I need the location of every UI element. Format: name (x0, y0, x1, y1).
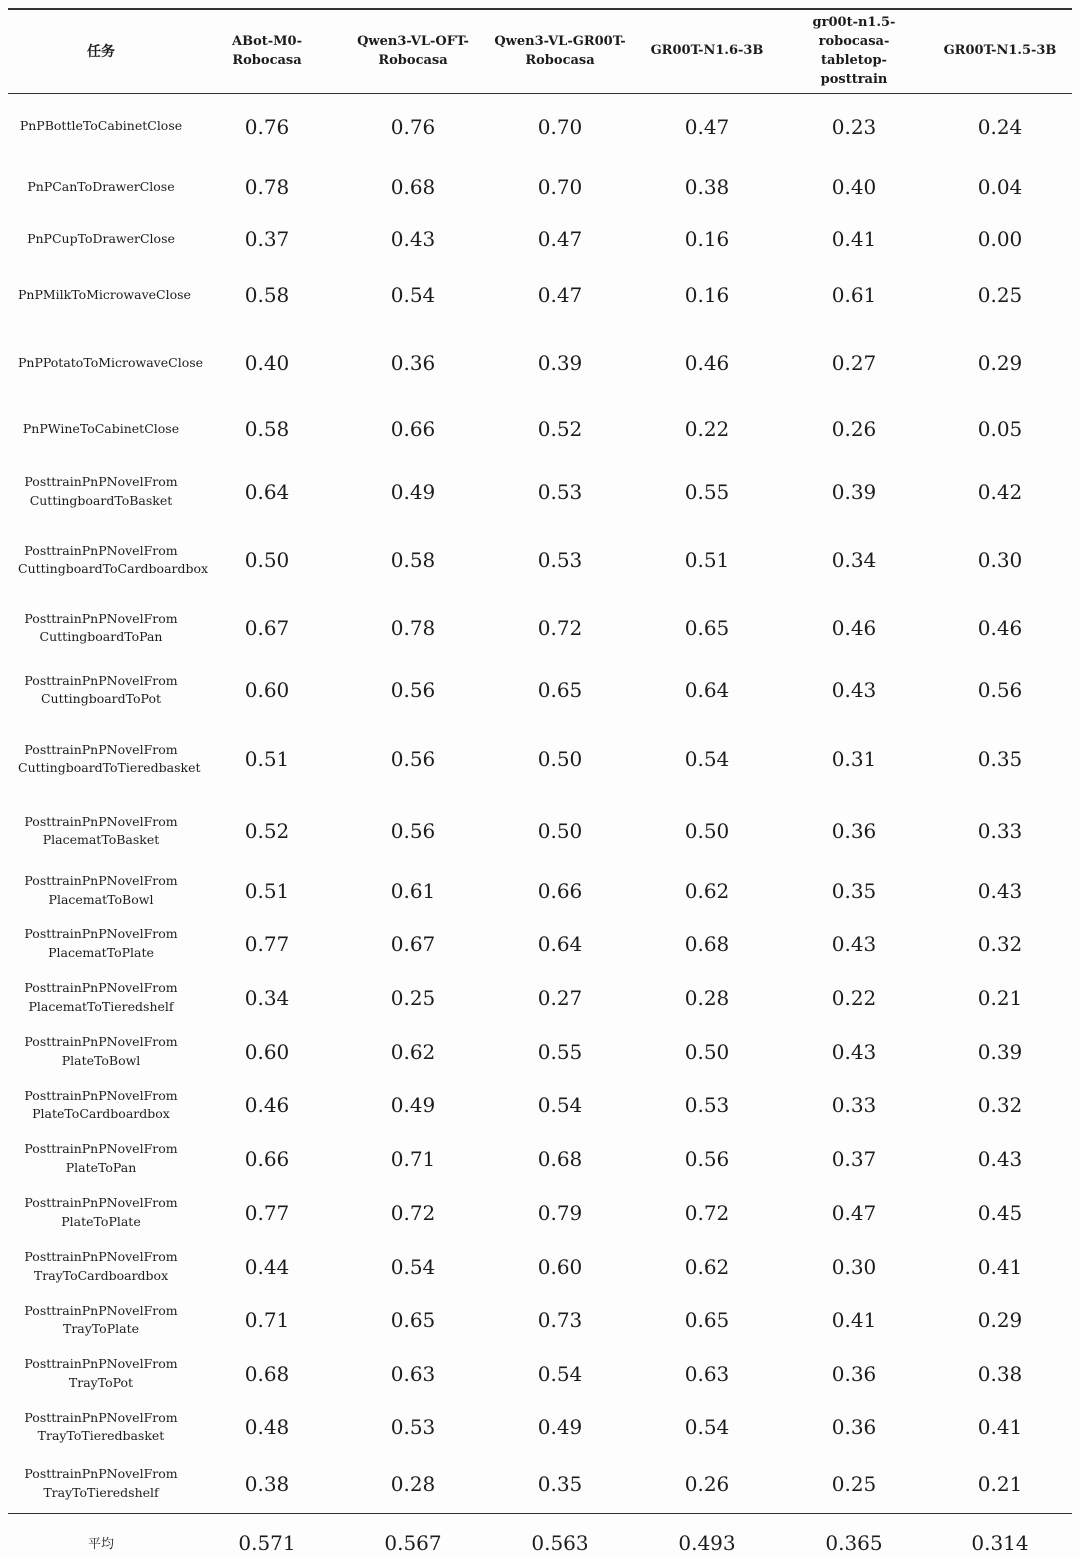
task-row (8, 971, 1072, 1025)
score-value: 0.61 (831, 283, 877, 308)
task-name: PosttrainPnPNovelFrom PlateToPlate (24, 1195, 178, 1229)
score-value: 0.25 (390, 985, 436, 1010)
score-value: 0.56 (977, 678, 1023, 703)
score-value: 0.37 (831, 1146, 877, 1171)
task-name: PnPCanToDrawerClose (27, 178, 175, 194)
task-row (8, 264, 1072, 327)
task-name: PosttrainPnPNovelFrom PlacematToPlate (24, 926, 178, 960)
score-value: 0.55 (537, 1039, 583, 1064)
model-column-header: GR00T-N1.5-3B (943, 43, 1057, 59)
score-value: 0.76 (390, 114, 436, 139)
average-score-value: 0.493 (678, 1530, 736, 1555)
score-value: 0.58 (390, 548, 436, 573)
score-value: 0.72 (537, 616, 583, 641)
model-column-header: GR00T-N1.6-3B (650, 43, 764, 59)
score-value: 0.54 (684, 747, 730, 772)
score-value: 0.65 (684, 616, 730, 641)
score-value: 0.67 (390, 931, 436, 956)
score-value: 0.66 (244, 1146, 290, 1171)
benchmark-results-table (8, 8, 1072, 1558)
score-value: 0.47 (537, 227, 583, 252)
score-value: 0.22 (684, 417, 730, 442)
score-value: 0.38 (244, 1471, 290, 1496)
score-value: 0.43 (831, 1039, 877, 1064)
score-value: 0.04 (977, 174, 1023, 199)
average-score-value: 0.567 (384, 1530, 442, 1555)
score-value: 0.27 (537, 985, 583, 1010)
score-value: 0.21 (977, 1471, 1023, 1496)
score-value: 0.43 (977, 1146, 1023, 1171)
score-value: 0.35 (831, 878, 877, 903)
score-value: 0.22 (831, 985, 877, 1010)
score-value: 0.43 (831, 678, 877, 703)
score-value: 0.66 (537, 878, 583, 903)
task-row (8, 94, 1072, 159)
score-value: 0.46 (684, 350, 730, 375)
score-value: 0.54 (390, 1254, 436, 1279)
task-row (8, 327, 1072, 399)
score-value: 0.65 (537, 678, 583, 703)
score-value: 0.67 (244, 616, 290, 641)
score-value: 0.53 (537, 548, 583, 573)
table-header (8, 9, 1072, 94)
score-value: 0.63 (684, 1361, 730, 1386)
score-value: 0.53 (390, 1415, 436, 1440)
task-row (8, 1294, 1072, 1347)
score-value: 0.47 (684, 114, 730, 139)
score-value: 0.56 (390, 678, 436, 703)
task-row (8, 1454, 1072, 1514)
model-column-header: Qwen3-VL-OFT-Robocasa (357, 33, 469, 68)
task-row (8, 1401, 1072, 1454)
model-column-header: ABot-M0-Robocasa (232, 33, 302, 68)
score-value: 0.50 (537, 747, 583, 772)
score-value: 0.36 (831, 1361, 877, 1386)
score-value: 0.65 (390, 1308, 436, 1333)
task-row (8, 1132, 1072, 1186)
score-value: 0.26 (684, 1471, 730, 1496)
task-name: PosttrainPnPNovelFrom CuttingboardToCardboardbox (18, 542, 209, 577)
score-value: 0.21 (977, 985, 1023, 1010)
task-row (8, 721, 1072, 798)
score-value: 0.41 (977, 1415, 1023, 1440)
score-value: 0.47 (537, 283, 583, 308)
score-value: 0.54 (537, 1361, 583, 1386)
score-value: 0.76 (244, 114, 290, 139)
score-value: 0.28 (390, 1471, 436, 1496)
task-row (8, 597, 1072, 660)
score-value: 0.41 (977, 1254, 1023, 1279)
task-name: PnPMilkToMicrowaveClose (18, 287, 191, 302)
score-value: 0.51 (244, 747, 290, 772)
task-name: PosttrainPnPNovelFrom TrayToPot (24, 1356, 178, 1390)
task-column-header: 任务 (87, 43, 115, 60)
score-value: 0.56 (684, 1146, 730, 1171)
score-value: 0.37 (244, 227, 290, 252)
task-name: PosttrainPnPNovelFrom PlacematToBasket (24, 813, 178, 848)
average-row (8, 1514, 1072, 1558)
score-value: 0.36 (831, 1415, 877, 1440)
score-value: 0.70 (537, 114, 583, 139)
score-value: 0.56 (390, 747, 436, 772)
task-row (8, 215, 1072, 264)
task-row (8, 460, 1072, 524)
score-value: 0.00 (977, 227, 1023, 252)
score-value: 0.16 (684, 283, 730, 308)
score-value: 0.65 (684, 1308, 730, 1333)
task-name: PosttrainPnPNovelFrom PlacematToTieredshelf (24, 980, 178, 1014)
score-value: 0.24 (977, 114, 1023, 139)
score-value: 0.72 (684, 1200, 730, 1225)
score-value: 0.72 (390, 1200, 436, 1225)
task-name: PosttrainPnPNovelFrom PlateToBowl (24, 1034, 178, 1068)
score-value: 0.30 (977, 548, 1023, 573)
task-row (8, 159, 1072, 215)
score-value: 0.46 (977, 616, 1023, 641)
score-value: 0.38 (977, 1361, 1023, 1386)
task-row (8, 399, 1072, 460)
task-name: PosttrainPnPNovelFrom PlateToCardboardbox (24, 1087, 178, 1122)
score-value: 0.71 (390, 1146, 436, 1171)
score-value: 0.42 (977, 479, 1023, 504)
score-value: 0.50 (537, 819, 583, 844)
score-value: 0.26 (831, 417, 877, 442)
score-value: 0.41 (831, 1308, 877, 1333)
score-value: 0.68 (684, 931, 730, 956)
task-row (8, 1079, 1072, 1132)
task-name: PnPBottleToCabinetClose (19, 118, 183, 134)
task-row (8, 1186, 1072, 1240)
score-value: 0.40 (244, 350, 290, 375)
score-value: 0.39 (537, 350, 583, 375)
score-value: 0.52 (244, 819, 290, 844)
score-value: 0.47 (831, 1200, 877, 1225)
score-value: 0.43 (831, 931, 877, 956)
score-value: 0.43 (977, 878, 1023, 903)
score-value: 0.60 (244, 678, 290, 703)
score-value: 0.58 (244, 283, 290, 308)
score-value: 0.33 (831, 1093, 877, 1118)
task-row (8, 1025, 1072, 1079)
task-name: PnPPotatoToMicrowaveClose (18, 354, 204, 370)
score-value: 0.62 (390, 1039, 436, 1064)
score-value: 0.45 (977, 1200, 1023, 1225)
score-value: 0.54 (684, 1415, 730, 1440)
score-value: 0.68 (537, 1146, 583, 1171)
score-value: 0.63 (390, 1361, 436, 1386)
task-name: PosttrainPnPNovelFrom CuttingboardToTieredbasket (18, 741, 201, 776)
score-value: 0.52 (537, 417, 583, 442)
task-row (8, 798, 1072, 865)
score-value: 0.73 (537, 1308, 583, 1333)
score-value: 0.78 (244, 174, 290, 199)
score-value: 0.51 (244, 878, 290, 903)
task-row (8, 917, 1072, 971)
task-row (8, 1240, 1072, 1294)
average-score-value: 0.571 (238, 1530, 296, 1555)
score-value: 0.61 (390, 878, 436, 903)
score-value: 0.36 (390, 350, 436, 375)
score-value: 0.71 (244, 1308, 290, 1333)
task-name: PnPCupToDrawerClose (27, 231, 175, 246)
task-name: PosttrainPnPNovelFrom CuttingboardToPan (24, 610, 178, 645)
score-value: 0.33 (977, 819, 1023, 844)
score-value: 0.77 (244, 931, 290, 956)
score-value: 0.54 (537, 1093, 583, 1118)
score-value: 0.16 (684, 227, 730, 252)
task-name: PosttrainPnPNovelFrom CuttingboardToPot (24, 672, 178, 707)
score-value: 0.68 (244, 1361, 290, 1386)
task-row (8, 865, 1072, 917)
score-value: 0.48 (244, 1415, 290, 1440)
score-value: 0.50 (244, 548, 290, 573)
score-value: 0.27 (831, 350, 877, 375)
score-value: 0.35 (537, 1471, 583, 1496)
task-name: PosttrainPnPNovelFrom TrayToTieredbasket (24, 1409, 178, 1444)
model-column-header: Qwen3-VL-GR00T-Robocasa (494, 33, 626, 68)
score-value: 0.53 (684, 1093, 730, 1118)
score-value: 0.46 (244, 1093, 290, 1118)
score-value: 0.46 (831, 616, 877, 641)
score-value: 0.55 (684, 479, 730, 504)
score-value: 0.40 (831, 174, 877, 199)
score-value: 0.49 (537, 1415, 583, 1440)
score-value: 0.58 (244, 417, 290, 442)
table-footer (8, 1514, 1072, 1558)
average-score-value: 0.314 (971, 1530, 1029, 1555)
task-name: PnPWineToCabinetClose (22, 421, 180, 436)
score-value: 0.53 (537, 479, 583, 504)
score-value: 0.30 (831, 1254, 877, 1279)
task-row (8, 660, 1072, 721)
score-value: 0.25 (831, 1471, 877, 1496)
score-value: 0.41 (831, 227, 877, 252)
score-value: 0.43 (390, 227, 436, 252)
score-value: 0.50 (684, 819, 730, 844)
header-row (8, 9, 1072, 94)
score-value: 0.64 (244, 479, 290, 504)
average-score-value: 0.563 (531, 1530, 589, 1555)
task-row (8, 524, 1072, 597)
model-column-header: gr00t-n1.5-robocasa-tabletop-posttrain (812, 15, 896, 87)
score-value: 0.54 (390, 283, 436, 308)
score-value: 0.32 (977, 931, 1023, 956)
score-value: 0.79 (537, 1200, 583, 1225)
average-score-value: 0.365 (825, 1530, 883, 1555)
score-value: 0.05 (977, 417, 1023, 442)
score-value: 0.50 (684, 1039, 730, 1064)
task-name: PosttrainPnPNovelFrom TrayToTieredshelf (24, 1465, 178, 1500)
score-value: 0.78 (390, 616, 436, 641)
score-value: 0.60 (244, 1039, 290, 1064)
score-value: 0.56 (390, 819, 436, 844)
score-value: 0.60 (537, 1254, 583, 1279)
score-value: 0.64 (684, 678, 730, 703)
score-value: 0.62 (684, 878, 730, 903)
score-value: 0.49 (390, 1093, 436, 1118)
task-name: PosttrainPnPNovelFrom TrayToCardboardbox (24, 1249, 178, 1283)
average-row-label: 平均 (87, 1537, 114, 1553)
score-value: 0.36 (831, 819, 877, 844)
table-body (8, 94, 1072, 1514)
task-name: PosttrainPnPNovelFrom PlateToPan (24, 1141, 178, 1175)
score-value: 0.28 (684, 985, 730, 1010)
score-value: 0.64 (537, 931, 583, 956)
score-value: 0.25 (977, 283, 1023, 308)
task-row (8, 1347, 1072, 1401)
score-value: 0.29 (977, 1308, 1023, 1333)
score-value: 0.39 (831, 479, 877, 504)
score-value: 0.49 (390, 479, 436, 504)
score-value: 0.23 (831, 114, 877, 139)
score-value: 0.70 (537, 174, 583, 199)
score-value: 0.39 (977, 1039, 1023, 1064)
score-value: 0.34 (244, 985, 290, 1010)
score-value: 0.31 (831, 747, 877, 772)
score-value: 0.44 (244, 1254, 290, 1279)
score-value: 0.38 (684, 174, 730, 199)
score-value: 0.29 (977, 350, 1023, 375)
task-name: PosttrainPnPNovelFrom TrayToPlate (24, 1302, 178, 1337)
score-value: 0.68 (390, 174, 436, 199)
task-name: PosttrainPnPNovelFrom PlacematToBowl (24, 873, 178, 907)
score-value: 0.34 (831, 548, 877, 573)
score-value: 0.62 (684, 1254, 730, 1279)
score-value: 0.77 (244, 1200, 290, 1225)
score-value: 0.66 (390, 417, 436, 442)
score-value: 0.35 (977, 747, 1023, 772)
score-value: 0.51 (684, 548, 730, 573)
score-value: 0.32 (977, 1093, 1023, 1118)
task-name: PosttrainPnPNovelFrom CuttingboardToBasket (24, 474, 178, 508)
